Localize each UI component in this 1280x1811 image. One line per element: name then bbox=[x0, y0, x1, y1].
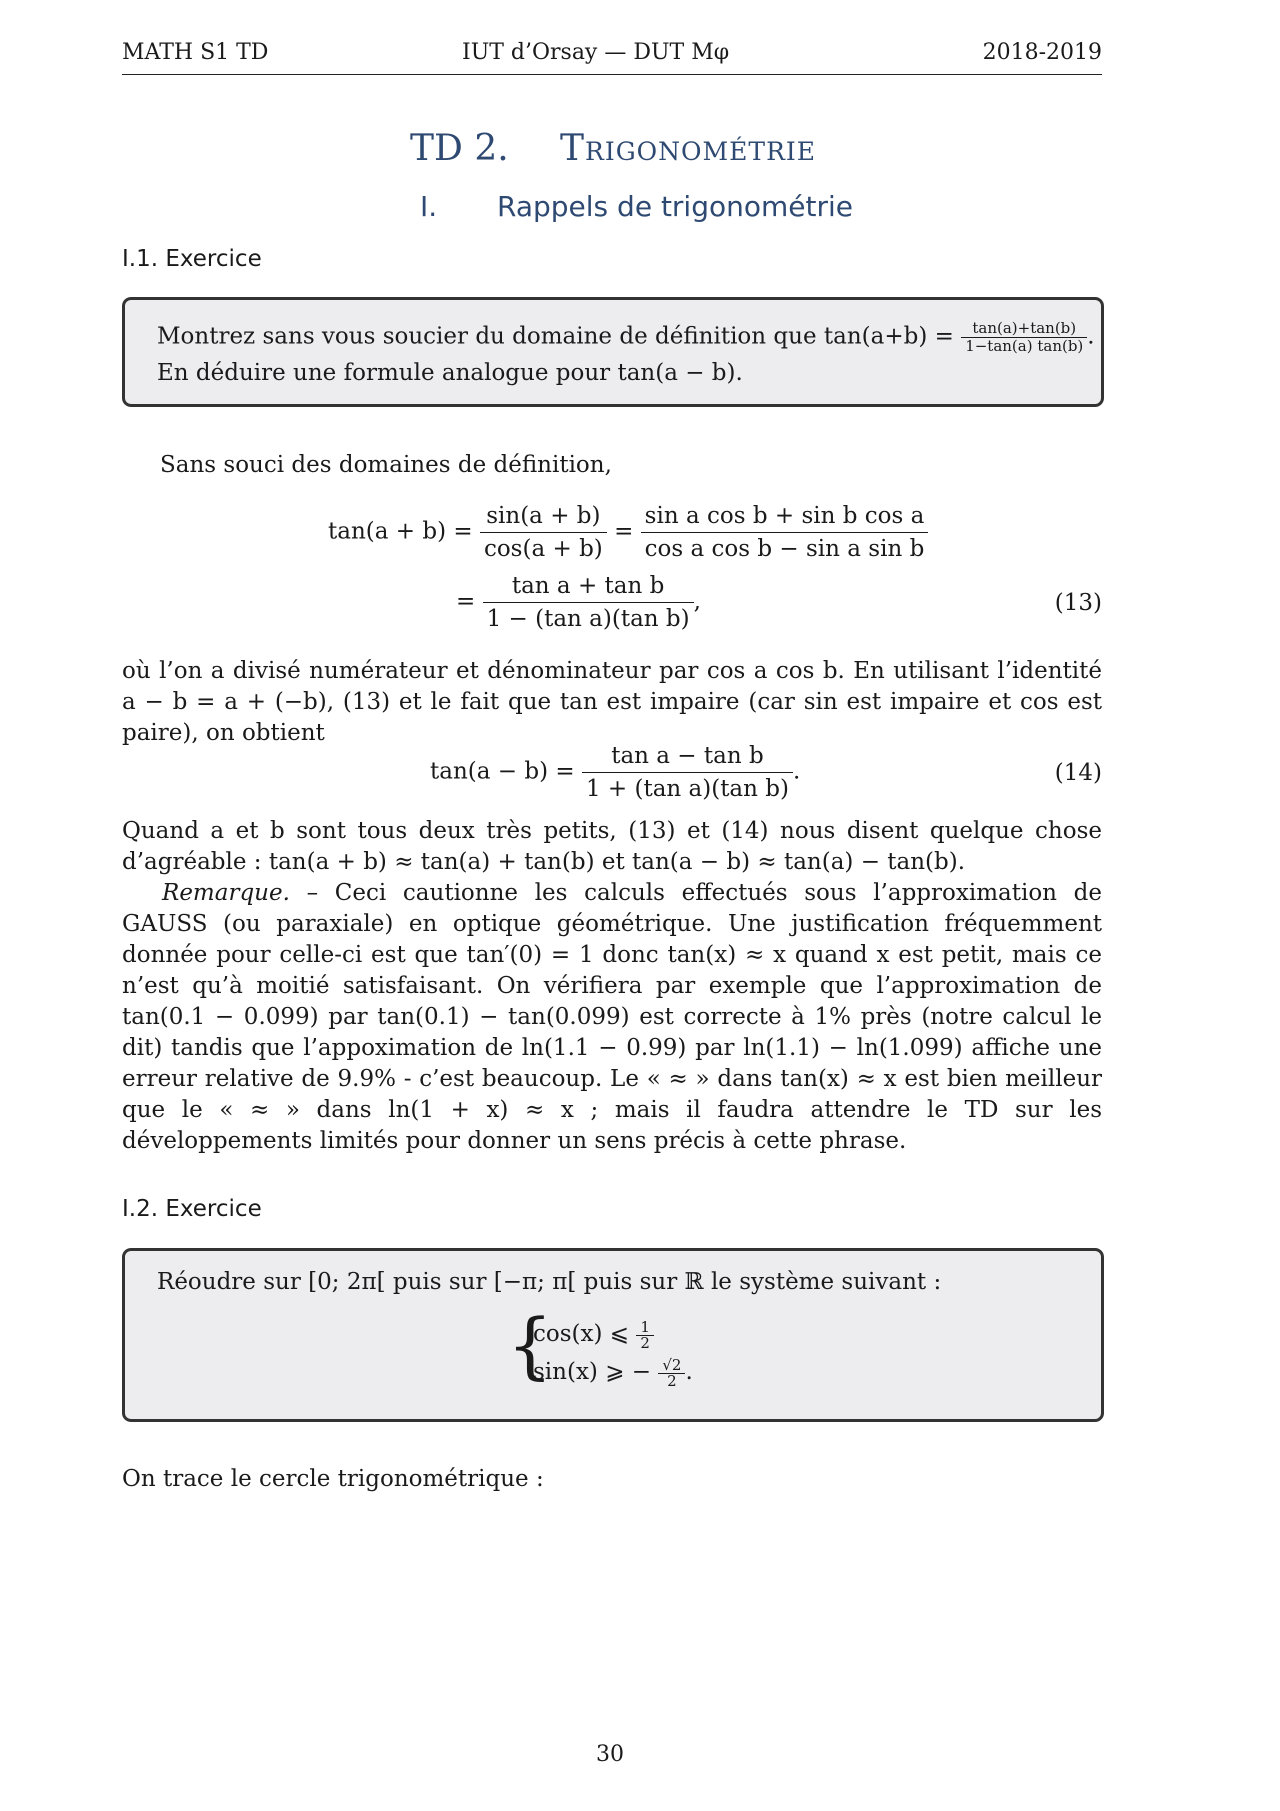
fraction-denominator: 1 − (tan a)(tan b) bbox=[486, 606, 690, 632]
punctuation: . bbox=[1087, 323, 1095, 350]
remark-text: – Ceci cautionne les calculs effectués sous l’approximation de GAUSS (ou paraxiale) en optique géométrique. Une justification fréquemment donnée pour celle-ci est que tan′(0) = 1 donc tan(x) ≈ x quand x est petit, mais ce n’est qu’à moitié satisfaisant. On vérifiera par exemple que l’approximation de tan(0.1 − 0.099) par tan(0.1) − tan(0.099) est correcte à 1% près (notre calcul le dit) tandis que l’appoximation de ln(1.1 − 0.99) par ln(1.1) − ln(1.099) affiche une erreur relative de 9.9% - c’est beaucoup. Le « ≈ » dans tan(x) ≈ x est bien meilleur que le « ≈ » dans ln(1 + x) ≈ x ; mais il faudra attendre le TD sur les développements limités pour donner un sens précis à cette phrase. bbox=[122, 880, 1102, 1154]
remark-paragraph bbox=[122, 878, 1102, 1157]
punctuation: . bbox=[792, 758, 801, 785]
exercise-1-box bbox=[122, 297, 1104, 407]
solution-1-paragraph-2: Quand a et b sont tous deux très petits, (13) et (14) nous disent quelque chose d’agréable : tan(a + b) ≈ tan(a) + tan(b) et tan(a − b) ≈ tan(a) − tan(b). bbox=[122, 818, 1102, 875]
chapter-number: TD 2. bbox=[410, 128, 509, 169]
fraction-numerator: 1 bbox=[636, 1320, 654, 1336]
fraction-denominator: 1 + (tan a)(tan b) bbox=[585, 776, 789, 802]
fraction-denominator: cos a cos b − sin a sin b bbox=[644, 536, 925, 562]
punctuation: , bbox=[693, 588, 701, 615]
equation-lhs: tan(a − b) = bbox=[430, 758, 575, 785]
remark-label: Remarque. bbox=[162, 880, 290, 906]
fraction-numerator: tan(a)+tan(b) bbox=[961, 320, 1087, 338]
fraction-sqrt2-half bbox=[658, 1355, 685, 1390]
fraction-one-half bbox=[636, 1317, 654, 1352]
fraction-sin-cos bbox=[480, 500, 607, 565]
exercise-1-fraction bbox=[961, 320, 1087, 355]
page-number: 30 bbox=[596, 1742, 624, 1767]
punctuation: . bbox=[685, 1359, 693, 1385]
exercise-1-statement-line2: En déduire une formule analogue pour tan(a − b). bbox=[157, 360, 743, 386]
fraction-numerator: tan a − tan b bbox=[582, 740, 793, 773]
fraction-denominator: 2 bbox=[640, 1333, 650, 1352]
system-brace: { bbox=[507, 1303, 553, 1387]
fraction-tan-difference bbox=[582, 740, 793, 805]
equation-number-14: (14) bbox=[1054, 760, 1102, 786]
section-title: Rappels de trigonométrie bbox=[497, 190, 853, 223]
equation-13-line2 bbox=[456, 570, 701, 635]
exercise-2-heading: I.2. Exercice bbox=[122, 1196, 262, 1222]
exercise-1-heading: I.1. Exercice bbox=[122, 246, 262, 272]
inequality-lhs: cos(x) ⩽ bbox=[533, 1321, 630, 1347]
header-rule bbox=[122, 74, 1102, 75]
header-right: 2018-2019 bbox=[982, 40, 1102, 65]
fraction-denominator: 1−tan(a) tan(b) bbox=[965, 337, 1084, 355]
exercise-2-statement: Réoudre sur [0; 2π[ puis sur [−π; π[ puis sur ℝ le système suivant : bbox=[157, 1269, 942, 1295]
equals-sign: = bbox=[614, 518, 634, 545]
fraction-denominator: 2 bbox=[667, 1371, 677, 1390]
solution-1-paragraph-1: où l’on a divisé numérateur et dénominateur par cos a cos b. En utilisant l’identité a − b = a + (−b), (13) et le fait que tan est impaire (car sin est impaire et cos est paire), on obtient bbox=[122, 658, 1102, 746]
header-center: IUT d’Orsay — DUT Mφ bbox=[462, 40, 730, 65]
chapter-title: Trigonométrie bbox=[560, 128, 817, 169]
system-line-1 bbox=[533, 1319, 654, 1351]
system-line-2 bbox=[533, 1357, 693, 1389]
equation-number-13: (13) bbox=[1054, 590, 1102, 616]
equation-13-line1 bbox=[328, 500, 928, 565]
fraction-numerator: √2 bbox=[658, 1358, 685, 1374]
fraction-numerator: sin(a + b) bbox=[480, 500, 607, 533]
header-left: MATH S1 TD bbox=[122, 40, 269, 65]
equals-sign: = bbox=[456, 588, 476, 615]
fraction-expanded bbox=[641, 500, 929, 565]
exercise-2-box bbox=[122, 1248, 1104, 1422]
fraction-tan-sum bbox=[483, 570, 694, 635]
solution-2-intro: On trace le cercle trigonométrique : bbox=[122, 1466, 544, 1492]
fraction-denominator: cos(a + b) bbox=[483, 536, 603, 562]
inequality-lhs: sin(x) ⩾ − bbox=[533, 1359, 652, 1385]
equation-lhs: tan(a + b) = bbox=[328, 518, 473, 545]
exercise-1-statement-line1 bbox=[157, 320, 1095, 355]
fraction-numerator: sin a cos b + sin b cos a bbox=[641, 500, 929, 533]
equation-14 bbox=[430, 740, 800, 805]
section-number: I. bbox=[420, 190, 438, 223]
fraction-numerator: tan a + tan b bbox=[483, 570, 694, 603]
exercise-1-text: Montrez sans vous soucier du domaine de définition que tan(a+b) = bbox=[157, 323, 954, 350]
solution-1-intro: Sans souci des domaines de définition, bbox=[160, 452, 612, 478]
